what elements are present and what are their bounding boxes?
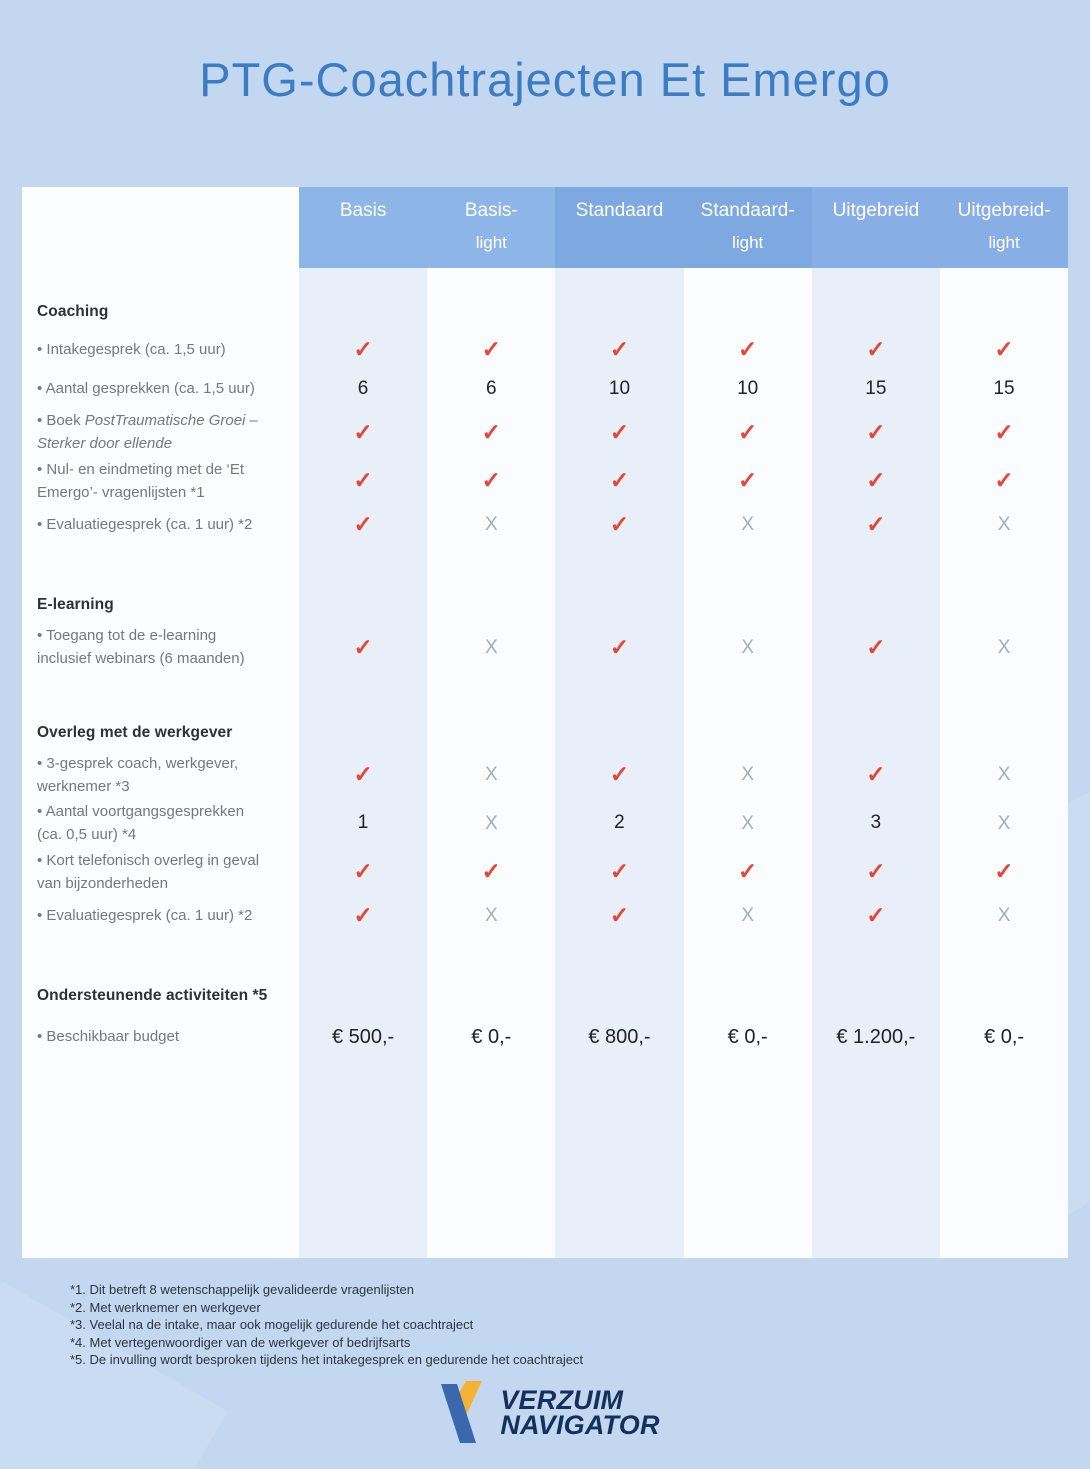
- check-icon: ✓: [481, 418, 501, 445]
- check-icon: ✓: [866, 336, 886, 362]
- cell-value: 10: [608, 377, 631, 399]
- check-icon: ✓: [353, 511, 373, 537]
- check-icon: ✓: [609, 467, 630, 494]
- row-label: • Intakegesprek (ca. 1,5 uur): [37, 340, 226, 358]
- check-icon: ✓: [609, 633, 630, 660]
- column-header-standaard-light: Standaard- light: [684, 187, 812, 268]
- check-icon: ✓: [994, 336, 1014, 362]
- x-icon: X: [741, 636, 754, 658]
- row-label: • Toegang tot de e-learning inclusief webinars (6 maanden): [37, 627, 245, 668]
- footnote: *5. De invulling wordt besproken tijdens het intakegesprek en gedurende het coachtraject: [70, 1352, 584, 1367]
- table-row: [22, 505, 1068, 544]
- row-label: • Nul- en eindmeting met de ‘Et Emergo’- vragenlijsten *1: [37, 460, 245, 501]
- check-icon: ✓: [866, 858, 886, 885]
- check-icon: ✓: [866, 511, 886, 537]
- check-icon: ✓: [353, 336, 373, 362]
- table-header: [299, 187, 1068, 268]
- check-icon: ✓: [353, 902, 373, 928]
- row-label: • 3-gesprek coach, werkgever, werknemer *3: [37, 754, 239, 795]
- table-row: [22, 1014, 1068, 1060]
- check-icon: ✓: [866, 633, 886, 660]
- check-icon: ✓: [609, 418, 630, 445]
- check-icon: ✓: [353, 633, 373, 660]
- check-icon: ✓: [866, 418, 886, 445]
- check-icon: ✓: [994, 418, 1014, 445]
- x-icon: X: [484, 764, 498, 786]
- x-icon: X: [741, 905, 754, 926]
- x-icon: X: [997, 905, 1011, 926]
- check-icon: ✓: [738, 467, 758, 494]
- x-icon: X: [741, 812, 754, 834]
- section-e-learning: [22, 586, 1068, 672]
- footnote: *1. Dit betreft 8 wetenschappelijk gevalideerde vragenlijsten: [70, 1282, 414, 1297]
- section-heading: E-learning: [37, 596, 114, 613]
- table-row: [22, 330, 1068, 369]
- check-icon: ✓: [994, 467, 1014, 494]
- check-icon: ✓: [609, 511, 630, 537]
- cell-value: 15: [993, 377, 1015, 399]
- table-body: [22, 268, 1068, 1060]
- cell-value: 6: [357, 377, 369, 399]
- check-icon: ✓: [609, 902, 630, 928]
- row-label: • Kort telefonisch overleg in geval van bijzonderheden: [37, 851, 260, 892]
- cell-value: € 0,-: [984, 1025, 1025, 1048]
- x-icon: X: [484, 905, 498, 926]
- table-row: [22, 369, 1068, 408]
- navigator-n-icon: [430, 1381, 492, 1445]
- column-header-standaard: Standaard: [555, 187, 683, 268]
- cell-value: 2: [614, 812, 625, 834]
- section-heading: Coaching: [37, 303, 109, 320]
- section-ondersteunende-activiteiten-5: [22, 977, 1068, 1060]
- logo-wordmark: [500, 1384, 660, 1440]
- check-icon: ✓: [609, 761, 630, 788]
- column-header-basis: Basis: [299, 187, 427, 268]
- cell-value: € 0,-: [727, 1025, 768, 1048]
- table-row: [22, 623, 1068, 672]
- check-icon: ✓: [353, 858, 373, 885]
- footnote: *2. Met werknemer en werkgever: [70, 1299, 261, 1315]
- check-icon: ✓: [353, 418, 373, 445]
- cell-value: € 500,-: [331, 1025, 395, 1048]
- cell-value: 6: [485, 377, 497, 399]
- column-header-basis-light: Basis- light: [427, 187, 555, 268]
- check-icon: ✓: [994, 858, 1014, 885]
- x-icon: X: [997, 812, 1011, 834]
- footnotes: [70, 1281, 583, 1369]
- table-row: [22, 799, 1068, 848]
- row-label: • Aantal gesprekken (ca. 1,5 uur): [37, 379, 255, 397]
- column-header-uitgebreid: Uitgebreid: [812, 187, 940, 268]
- table-row: [22, 751, 1068, 800]
- cell-value: € 800,-: [588, 1025, 651, 1048]
- column-header-uitgebreid-light: Uitgebreid- light: [940, 187, 1068, 268]
- row-label: • Boek PostTraumatische Groei – Sterker door ellende: [37, 412, 258, 453]
- x-icon: X: [997, 764, 1011, 786]
- row-label: • Evaluatiegesprek (ca. 1 uur) *2: [37, 906, 253, 924]
- x-icon: X: [484, 812, 498, 834]
- section-overleg-met-de-werkgever: [22, 714, 1068, 936]
- row-label: • Beschikbaar budget: [37, 1028, 180, 1046]
- check-icon: ✓: [481, 467, 501, 494]
- table-row: [22, 408, 1068, 457]
- table-row: [22, 848, 1068, 897]
- row-label: • Evaluatiegesprek (ca. 1 uur) *2: [37, 515, 253, 533]
- check-icon: ✓: [481, 858, 501, 885]
- section-heading: Ondersteunende activiteiten *5: [37, 987, 268, 1004]
- check-icon: ✓: [353, 761, 373, 788]
- x-icon: X: [484, 636, 498, 658]
- check-icon: ✓: [866, 761, 886, 788]
- check-icon: ✓: [481, 336, 501, 362]
- section-heading: Overleg met de werkgever: [37, 723, 233, 741]
- check-icon: ✓: [738, 858, 758, 885]
- logo: [0, 1381, 1090, 1445]
- cell-value: 15: [865, 377, 887, 399]
- cell-value: 3: [870, 812, 882, 834]
- footnote: *4. Met vertegenwoordiger van de werkgever of bedrijfsarts: [70, 1334, 411, 1350]
- cell-value: 1: [357, 812, 369, 834]
- x-icon: X: [741, 764, 754, 786]
- logo-line-navigator: NAVIGATOR: [500, 1410, 660, 1440]
- cell-value: € 0,-: [471, 1025, 512, 1048]
- x-icon: X: [997, 636, 1011, 658]
- page-title: PTG-Coachtrajecten Et Emergo: [199, 53, 891, 106]
- check-icon: ✓: [738, 418, 758, 445]
- check-icon: ✓: [609, 858, 630, 885]
- x-icon: X: [741, 514, 754, 535]
- cell-value: 10: [737, 377, 759, 399]
- check-icon: ✓: [866, 467, 886, 494]
- footnote: *3. Veelal na de intake, maar ook mogelijk gedurende het coachtraject: [70, 1317, 474, 1332]
- check-icon: ✓: [866, 902, 886, 928]
- table-row: [22, 457, 1068, 506]
- x-icon: X: [484, 514, 498, 535]
- x-icon: X: [997, 514, 1011, 535]
- check-icon: ✓: [353, 467, 373, 494]
- table-row: [22, 896, 1068, 935]
- section-coaching: [22, 293, 1068, 544]
- comparison-table: [22, 187, 1068, 1258]
- check-icon: ✓: [609, 336, 630, 362]
- row-label: • Aantal voortgangsgesprekken (ca. 0,5 uur) *4: [37, 803, 245, 844]
- check-icon: ✓: [738, 336, 758, 362]
- cell-value: € 1.200,-: [836, 1025, 916, 1048]
- logo-line-verzuim: VERZUIM: [500, 1384, 624, 1415]
